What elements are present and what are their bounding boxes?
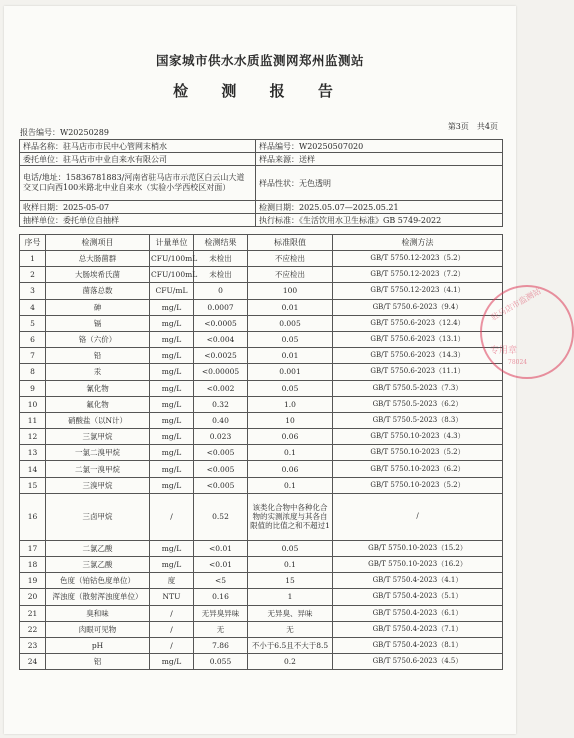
cell-result: <0.002	[194, 380, 248, 396]
organization-name: 国家城市供水水质监测网郑州监测站	[155, 53, 364, 68]
header-limit: 标准限值	[248, 235, 333, 251]
cell-item: 铝	[46, 654, 150, 670]
results-header-row	[20, 235, 503, 251]
cell-result: <0.004	[194, 331, 248, 347]
table-row	[20, 380, 503, 396]
cell-result: 无异臭异味	[194, 605, 248, 621]
client: 委托单位：驻马店市中业自来水有限公司	[20, 153, 256, 166]
cell-method: GB/T 5750.5-2023（7.3）	[333, 380, 503, 396]
cell-unit: 度	[150, 573, 194, 589]
official-seal: 驻马店市监测站 专用章 78024	[480, 285, 574, 379]
cell-unit: mg/L	[150, 364, 194, 380]
cell-index: 20	[20, 589, 46, 605]
cell-method: /	[333, 493, 503, 540]
sample-name: 样品名称：驻马店市市民中心管网末梢水	[20, 140, 256, 153]
cell-result: 0	[194, 283, 248, 299]
cell-item: pH	[46, 637, 150, 653]
cell-unit: mg/L	[150, 461, 194, 477]
cell-method: GB/T 5750.10-2023（6.2）	[333, 461, 503, 477]
cell-limit: 0.01	[248, 299, 333, 315]
cell-item: 砷	[46, 299, 150, 315]
cell-limit: 1.0	[248, 396, 333, 412]
header-item: 检测项目	[46, 235, 150, 251]
table-row	[20, 412, 503, 428]
cell-result: <0.005	[194, 445, 248, 461]
cell-index: 17	[20, 540, 46, 556]
cell-method: GB/T 5750.4-2023（5.1）	[333, 589, 503, 605]
cell-result: <0.00005	[194, 364, 248, 380]
cell-item: 浑浊度（散射浑浊度单位）	[46, 589, 150, 605]
cell-item: 总大肠菌群	[46, 251, 150, 267]
cell-unit: CFU/100mL	[150, 251, 194, 267]
cell-unit: mg/L	[150, 380, 194, 396]
sample-info-table	[19, 139, 503, 227]
cell-method: GB/T 5750.6-2023（4.5）	[333, 654, 503, 670]
table-row	[20, 315, 503, 331]
cell-unit: mg/L	[150, 429, 194, 445]
cell-result: 未检出	[194, 267, 248, 283]
table-row	[20, 331, 503, 347]
cell-item: 一氯二溴甲烷	[46, 445, 150, 461]
cell-item: 镉	[46, 315, 150, 331]
cell-result: 0.0007	[194, 299, 248, 315]
cell-method: GB/T 5750.5-2023（8.3）	[333, 412, 503, 428]
cell-method: GB/T 5750.4-2023（7.1）	[333, 621, 503, 637]
table-row	[20, 605, 503, 621]
cell-limit: 0.001	[248, 364, 333, 380]
cell-result: 0.52	[194, 493, 248, 540]
table-row	[20, 267, 503, 283]
cell-result: 0.32	[194, 396, 248, 412]
cell-result: <0.01	[194, 557, 248, 573]
cell-method: GB/T 5750.4-2023（4.1）	[333, 573, 503, 589]
cell-index: 8	[20, 364, 46, 380]
cell-result: 0.40	[194, 412, 248, 428]
sample-number: 样品编号：W20250507020	[256, 140, 503, 153]
cell-method: GB/T 5750.10-2023（15.2）	[333, 540, 503, 556]
header-index: 序号	[20, 235, 46, 251]
cell-item: 三氯甲烷	[46, 429, 150, 445]
table-row	[20, 348, 503, 364]
cell-index: 6	[20, 331, 46, 347]
cell-unit: /	[150, 621, 194, 637]
cell-item: 色度（铂钴色度单位）	[46, 573, 150, 589]
cell-limit: 0.05	[248, 540, 333, 556]
cell-index: 4	[20, 299, 46, 315]
cell-method: GB/T 5750.6-2023（14.3）	[333, 348, 503, 364]
cell-limit: 0.06	[248, 461, 333, 477]
table-row	[20, 493, 503, 540]
contact-address: 电话/地址：15836781883/河南省驻马店市示范区白云山大道交叉口向西100米路北中业自来水（实验小学西校区对面）	[20, 166, 256, 201]
cell-result: 无	[194, 621, 248, 637]
cell-index: 10	[20, 396, 46, 412]
page-indicator: 第3页 共4页	[447, 122, 498, 131]
cell-unit: mg/L	[150, 557, 194, 573]
cell-method: GB/T 5750.10-2023（16.2）	[333, 557, 503, 573]
cell-method: GB/T 5750.12-2023（5.2）	[333, 251, 503, 267]
cell-method: GB/T 5750.6-2023（13.1）	[333, 331, 503, 347]
cell-unit: mg/L	[150, 540, 194, 556]
cell-limit: 不小于6.5且不大于8.5	[248, 637, 333, 653]
cell-limit: 0.2	[248, 654, 333, 670]
cell-unit: mg/L	[150, 315, 194, 331]
table-row	[20, 589, 503, 605]
cell-item: 硝酸盐（以N计）	[46, 412, 150, 428]
cell-index: 19	[20, 573, 46, 589]
cell-index: 16	[20, 493, 46, 540]
cell-limit: 0.05	[248, 380, 333, 396]
cell-unit: mg/L	[150, 348, 194, 364]
cell-unit: CFU/mL	[150, 283, 194, 299]
cell-limit: 0.1	[248, 477, 333, 493]
table-row	[20, 637, 503, 653]
cell-limit: 0.1	[248, 445, 333, 461]
cell-limit: 1	[248, 589, 333, 605]
cell-index: 14	[20, 461, 46, 477]
test-date: 检测日期：2025.05.07—2025.05.21	[256, 201, 503, 214]
cell-item: 三卤甲烷	[46, 493, 150, 540]
cell-result: 0.16	[194, 589, 248, 605]
cell-item: 臭和味	[46, 605, 150, 621]
cell-index: 21	[20, 605, 46, 621]
cell-limit: 0.06	[248, 429, 333, 445]
receive-date: 收样日期：2025-05-07	[20, 201, 256, 214]
cell-limit: 无	[248, 621, 333, 637]
cell-index: 22	[20, 621, 46, 637]
sampling-unit: 抽样单位：委托单位自抽样	[20, 214, 256, 227]
table-row	[20, 461, 503, 477]
table-row	[20, 364, 503, 380]
cell-unit: mg/L	[150, 396, 194, 412]
cell-item: 肉眼可见物	[46, 621, 150, 637]
cell-result: <0.005	[194, 477, 248, 493]
table-row	[20, 299, 503, 315]
sample-state: 样品性状：无色透明	[256, 166, 503, 201]
table-row	[20, 557, 503, 573]
cell-limit: 0.005	[248, 315, 333, 331]
cell-item: 二氯乙酸	[46, 540, 150, 556]
cell-index: 13	[20, 445, 46, 461]
cell-method: GB/T 5750.10-2023（5.2）	[333, 445, 503, 461]
cell-index: 3	[20, 283, 46, 299]
cell-result: <0.0025	[194, 348, 248, 364]
cell-method: GB/T 5750.12-2023（4.1）	[333, 283, 503, 299]
report-number: 报告编号：W20250289	[20, 128, 109, 137]
cell-result: <0.005	[194, 461, 248, 477]
cell-unit: mg/L	[150, 331, 194, 347]
cell-unit: NTU	[150, 589, 194, 605]
report-title: 检 测 报 告	[173, 82, 347, 100]
header-unit: 计量单位	[150, 235, 194, 251]
cell-method: GB/T 5750.10-2023（4.3）	[333, 429, 503, 445]
table-row	[20, 540, 503, 556]
cell-result: 未检出	[194, 251, 248, 267]
cell-limit: 0.1	[248, 557, 333, 573]
cell-index: 2	[20, 267, 46, 283]
cell-limit: 10	[248, 412, 333, 428]
table-row	[20, 396, 503, 412]
table-row	[20, 477, 503, 493]
cell-method: GB/T 5750.6-2023（9.4）	[333, 299, 503, 315]
cell-unit: CFU/100mL	[150, 267, 194, 283]
cell-unit: /	[150, 493, 194, 540]
cell-result: 7.86	[194, 637, 248, 653]
cell-index: 5	[20, 315, 46, 331]
cell-method: GB/T 5750.12-2023（7.2）	[333, 267, 503, 283]
cell-item: 二氯一溴甲烷	[46, 461, 150, 477]
cell-result: <5	[194, 573, 248, 589]
results-table	[19, 234, 503, 670]
cell-limit: 100	[248, 283, 333, 299]
cell-method: GB/T 5750.4-2023（6.1）	[333, 605, 503, 621]
cell-result: 0.055	[194, 654, 248, 670]
table-row	[20, 429, 503, 445]
cell-result: 0.023	[194, 429, 248, 445]
cell-index: 1	[20, 251, 46, 267]
cell-index: 15	[20, 477, 46, 493]
cell-item: 铅	[46, 348, 150, 364]
cell-unit: /	[150, 637, 194, 653]
cell-limit: 15	[248, 573, 333, 589]
table-row	[20, 621, 503, 637]
cell-method: GB/T 5750.4-2023（8.1）	[333, 637, 503, 653]
cell-limit: 不应检出	[248, 267, 333, 283]
cell-item: 三氯乙酸	[46, 557, 150, 573]
sample-source: 样品来源：送样	[256, 153, 503, 166]
cell-index: 18	[20, 557, 46, 573]
cell-limit: 该类化合物中各种化合物的实测浓度与其各自限值的比值之和不超过1	[248, 493, 333, 540]
cell-index: 23	[20, 637, 46, 653]
cell-method: GB/T 5750.6-2023（11.1）	[333, 364, 503, 380]
cell-unit: mg/L	[150, 299, 194, 315]
cell-limit: 0.01	[248, 348, 333, 364]
cell-index: 7	[20, 348, 46, 364]
cell-limit: 0.05	[248, 331, 333, 347]
header-result: 检测结果	[194, 235, 248, 251]
cell-result: <0.0005	[194, 315, 248, 331]
cell-index: 11	[20, 412, 46, 428]
cell-item: 菌落总数	[46, 283, 150, 299]
table-row	[20, 654, 503, 670]
table-row	[20, 283, 503, 299]
cell-method: GB/T 5750.6-2023（12.4）	[333, 315, 503, 331]
cell-limit: 无异臭、异味	[248, 605, 333, 621]
cell-unit: mg/L	[150, 654, 194, 670]
cell-item: 氰化物	[46, 380, 150, 396]
cell-index: 9	[20, 380, 46, 396]
table-row	[20, 445, 503, 461]
cell-index: 24	[20, 654, 46, 670]
cell-method: GB/T 5750.5-2023（6.2）	[333, 396, 503, 412]
table-row	[20, 573, 503, 589]
cell-item: 大肠埃希氏菌	[46, 267, 150, 283]
cell-item: 三溴甲烷	[46, 477, 150, 493]
cell-unit: mg/L	[150, 477, 194, 493]
cell-limit: 不应检出	[248, 251, 333, 267]
cell-item: 氟化物	[46, 396, 150, 412]
cell-method: GB/T 5750.10-2023（5.2）	[333, 477, 503, 493]
cell-unit: /	[150, 605, 194, 621]
cell-unit: mg/L	[150, 445, 194, 461]
executive-standard: 执行标准：《生活饮用水卫生标准》GB 5749-2022	[256, 214, 503, 227]
header-method: 检测方法	[333, 235, 503, 251]
cell-item: 汞	[46, 364, 150, 380]
cell-index: 12	[20, 429, 46, 445]
cell-item: 铬（六价）	[46, 331, 150, 347]
cell-unit: mg/L	[150, 412, 194, 428]
cell-result: <0.01	[194, 540, 248, 556]
table-row	[20, 251, 503, 267]
